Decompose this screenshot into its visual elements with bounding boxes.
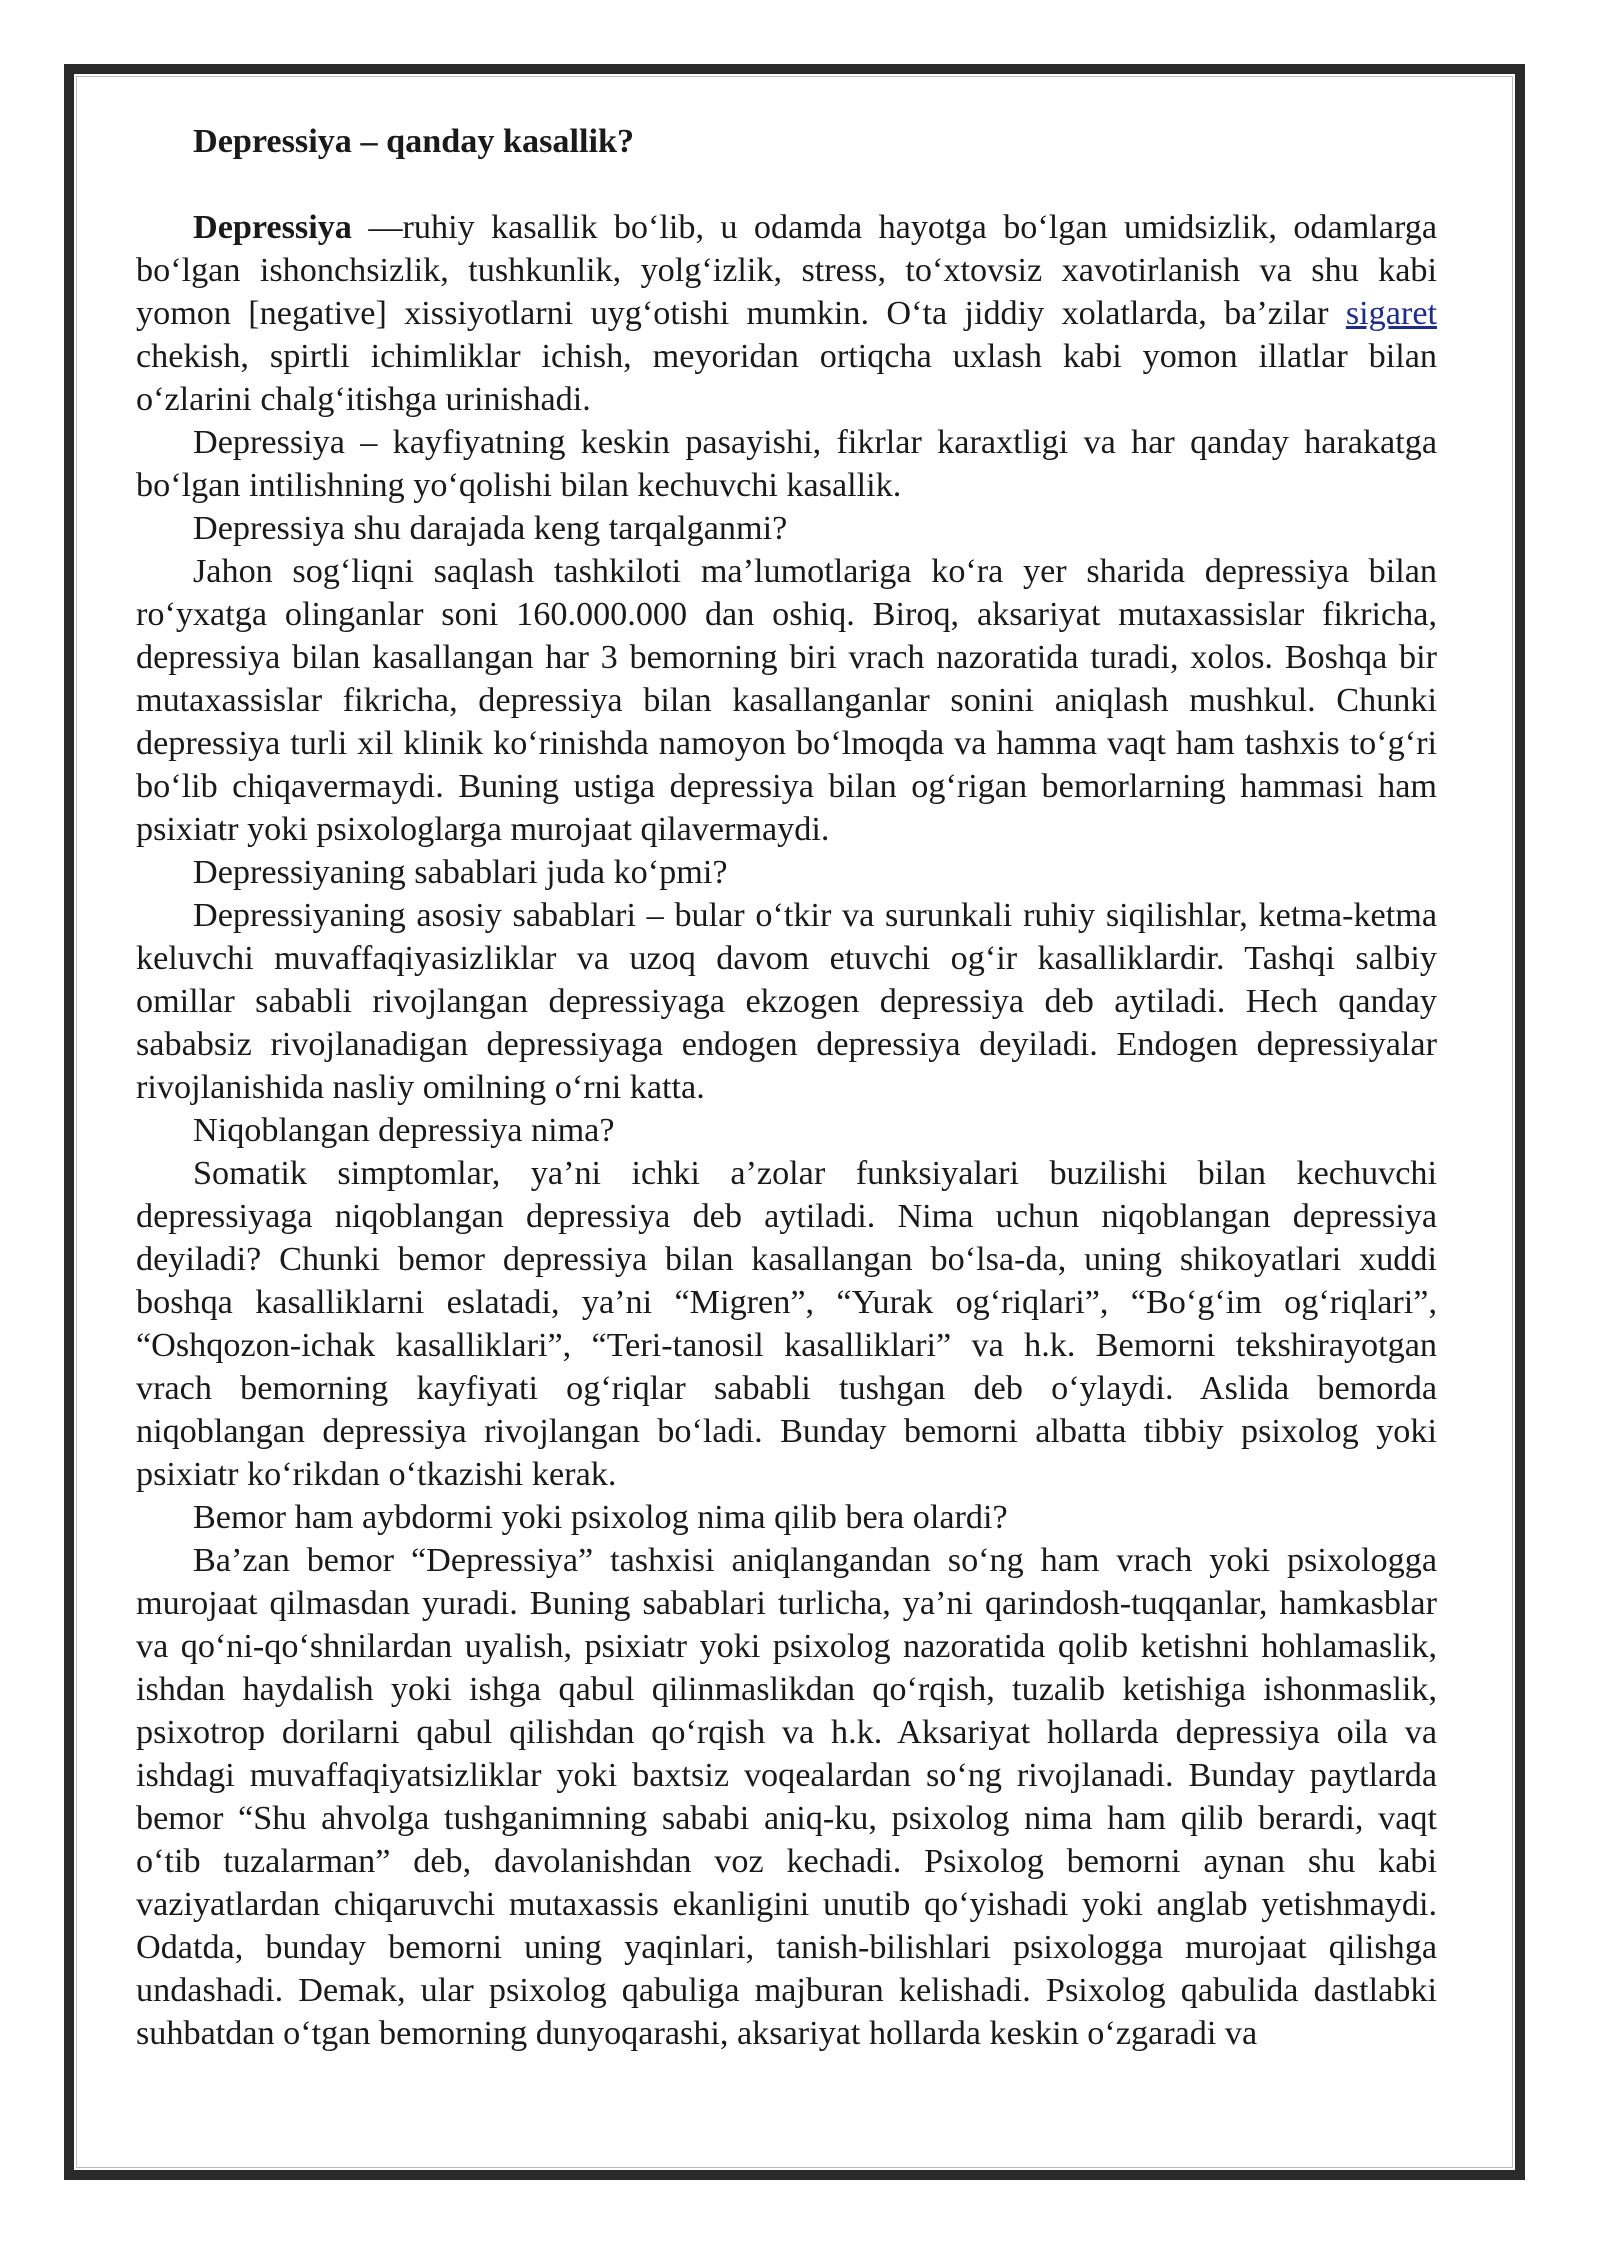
- question-heading: Depressiya shu darajada keng tarqalganmi?: [193, 510, 788, 547]
- document-title: Depressiya – qanday kasallik?: [193, 123, 635, 160]
- paragraph: Jahon sog‘liqni saqlash tashkiloti ma’lumotlariga ko‘ra yer sharida depressiya bilan ro‘yxatga olinganlar soni 160.000.000 dan oshiq. Biroq, aksariyat mutaxassislar fikricha, depressiya bilan kasallangan har 3 bemorning biri vrach nazoratida turadi, xolos. Boshqa bir mutaxassislar fikricha, depressiya bilan kasallanganlar sonini aniqlash mushkul. Chunki depressiya turli xil klinik ko‘rinishda namoyon bo‘lmoqda va hamma vaqt ham tashxis to‘g‘ri bo‘lib chiqavermaydi. Buning ustiga depressiya bilan og‘rigan bemorlarning hammasi ham psixiatr yoki psixologlarga murojaat qilavermaydi.: [136, 553, 1437, 848]
- paragraph: Somatik simptomlar, ya’ni ichki a’zolar funksiyalari buzilishi bilan kechuvchi depressiyaga niqoblangan depressiya deb aytiladi. Nima uchun niqoblangan depressiya deyiladi? Chunki bemor depressiya bilan kasallangan bo‘lsa-da, uning shikoyatlari xuddi boshqa kasalliklarni eslatadi, ya’ni “Migren”, “Yurak og‘riqlari”, “Bo‘g‘im og‘riqlari”, “Oshqozon-ichak kasalliklari”, “Teri-tanosil kasalliklari” va h.k. Bemorni tekshirayotgan vrach bemorning kayfiyati og‘riqlar sababli tushgan deb o‘ylaydi. Aslida bemorda niqoblangan depressiya rivojlangan bo‘ladi. Bunday bemorni albatta tibbiy psixolog yoki psixiatr ko‘rikdan o‘tkazishi kerak.: [136, 1155, 1437, 1493]
- paragraph: Depressiyaning asosiy sabablari – bular o‘tkir va surunkali ruhiy siqilishlar, ketma-ketma keluvchi muvaffaqiyasizliklar va uzoq davom etuvchi og‘ir kasalliklardir. Tashqi salbiy omillar sababli rivojlangan depressiyaga ekzogen depressiya deb aytiladi. Hech qanday sababsiz rivojlanadigan depressiyaga endogen depressiya deyiladi. Endogen depressiyalar rivojlanishida nasliy omilning o‘rni katta.: [136, 897, 1437, 1106]
- paragraph-text: chekish, spirtli ichimliklar ichish, meyoridan ortiqcha uxlash kabi yomon illatlar bilan o‘zlarini chalg‘itishga urinishadi.: [136, 338, 1437, 418]
- question-heading: Depressiyaning sabablari juda ko‘pmi?: [193, 854, 728, 891]
- paragraph-text: —ruhiy kasallik bo‘lib, u odamda hayotga bo‘lgan umidsizlik, odamlarga bo‘lgan ishonchsizlik, tushkunlik, yolg‘izlik, stress, to‘xtovsiz xavotirlanish va shu kabi yomon [negative] xissiyotlarni uyg‘otishi mumkin. O‘ta jiddiy xolatlarda, ba’zilar: [136, 209, 1437, 332]
- page-frame: [64, 64, 1525, 2180]
- question-heading: Bemor ham aybdormi yoki psixolog nima qilib bera olardi?: [193, 1499, 1008, 1536]
- sigaret-link[interactable]: sigaret: [1345, 295, 1437, 332]
- paragraph: Ba’zan bemor “Depressiya” tashxisi aniqlangandan so‘ng ham vrach yoki psixologga murojaat qilmasdan yuradi. Buning sabablari turlicha, ya’ni qarindosh-tuqqanlar, hamkasblar va qo‘ni-qo‘shnilardan uyalish, psixiatr yoki psixolog nazoratida qolib ketishni hohlamaslik, ishdan haydalish yoki ishga qabul qilinmaslikdan qo‘rqish, tuzalib ketishiga ishonmaslik, psixotrop dorilarni qabul qilishdan qo‘rqish va h.k. Aksariyat hollarda depressiya oila va ishdagi muvaffaqiyatsizliklar yoki baxtsiz voqealardan so‘ng rivojlanadi. Bunday paytlarda bemor “Shu ahvolga tushganimning sababi aniq-ku, psixolog nima ham qilib berardi, vaqt o‘tib tuzalarman” deb, davolanishdan voz kechadi. Psixolog bemorni aynan shu kabi vaziyatlardan chiqaruvchi mutaxassis ekanligini unutib qo‘yishadi yoki anglab yetishmaydi. Odatda, bunday bemorni uning yaqinlari, tanish-bilishlari psixologga murojaat qilishga undashadi. Demak, ular psixolog qabuliga majburan kelishadi. Psixolog qabulida dastlabki suhbatdan o‘tgan bemorning dunyoqarashi, aksariyat hollarda keskin o‘zgaradi va: [136, 1542, 1437, 2052]
- paragraph: Depressiya – kayfiyatning keskin pasayishi, fikrlar karaxtligi va har qanday harakatga bo‘lgan intilishning yo‘qolishi bilan kechuvchi kasallik.: [136, 424, 1437, 504]
- term-depressiya: Depressiya: [193, 209, 352, 246]
- document-body: [136, 120, 1437, 2055]
- question-heading: Niqoblangan depressiya nima?: [193, 1112, 615, 1149]
- paragraph-definition: [136, 206, 1437, 421]
